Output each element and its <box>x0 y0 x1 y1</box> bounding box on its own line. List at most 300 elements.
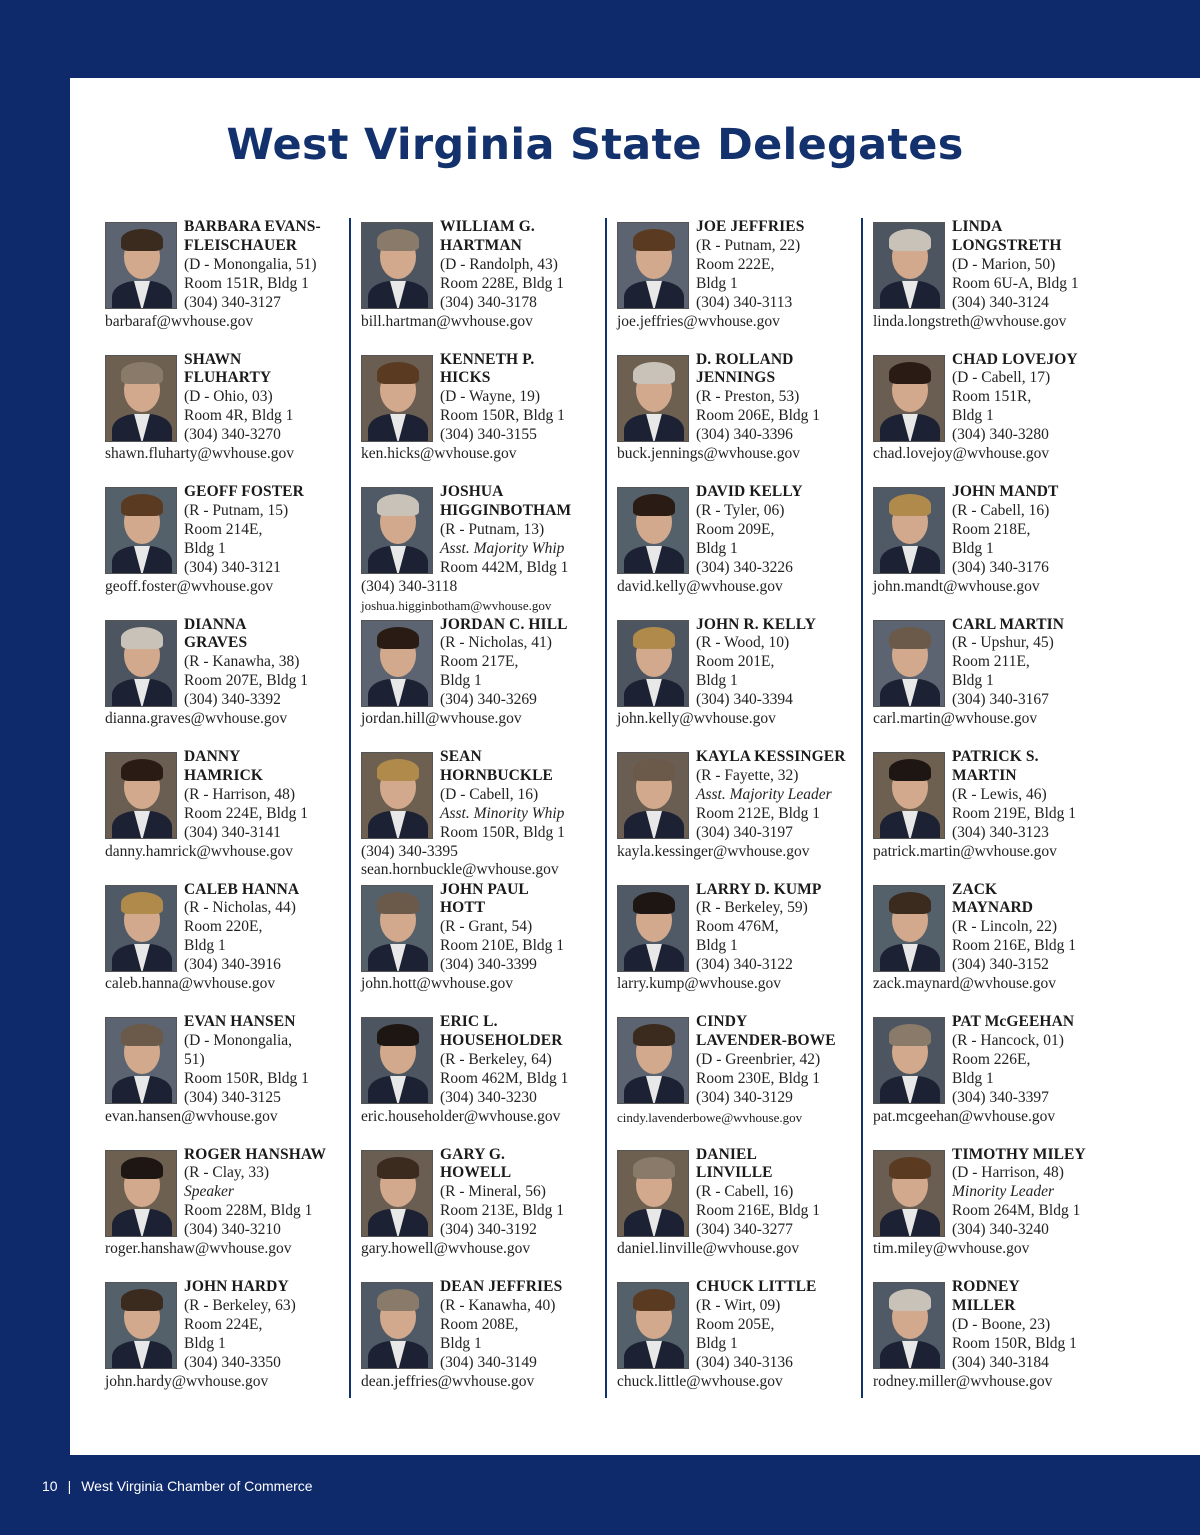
delegate-detail: (304) 340-3399 <box>440 956 537 974</box>
delegate-detail: (R - Preston, 53) <box>696 388 800 406</box>
delegate-detail: Room 206E, Bldg 1 <box>696 407 821 425</box>
delegate-info <box>952 351 1117 446</box>
delegate-name: BARBARA EVANS- <box>184 218 321 235</box>
delegate-detail: (304) 340-3226 <box>696 558 793 576</box>
delegate-detail: Room 4R, Bldg 1 <box>184 407 294 425</box>
delegate-detail: Room 216E, Bldg 1 <box>696 1202 821 1220</box>
delegate-email[interactable]: john.kelly@wvhouse.gov <box>617 710 776 727</box>
delegate-detail: Room 212E, Bldg 1 <box>696 804 821 822</box>
delegate-email[interactable]: joshua.higginbotham@wvhouse.gov <box>361 598 552 614</box>
delegate-entry <box>617 881 857 1006</box>
delegate-detail: Room 228M, Bldg 1 <box>184 1202 313 1220</box>
delegate-entry <box>617 1278 857 1403</box>
delegate-name: CARL MARTIN <box>952 615 1065 633</box>
delegate-entry <box>617 616 857 741</box>
delegate-detail: (304) 340-3127 <box>184 293 281 311</box>
delegate-photo <box>873 355 945 442</box>
delegate-info <box>696 616 861 711</box>
delegate-info <box>952 1013 1117 1108</box>
delegate-detail: Room 219E, Bldg 1 <box>952 804 1077 822</box>
delegate-email[interactable]: gary.howell@wvhouse.gov <box>361 1240 531 1257</box>
delegate-name: D. ROLLAND <box>696 350 794 368</box>
delegate-detail: (R - Cabell, 16) <box>952 501 1050 519</box>
delegate-detail: Room 150R, Bldg 1 <box>440 407 565 425</box>
delegate-email[interactable]: patrick.martin@wvhouse.gov <box>873 842 1057 860</box>
delegate-email[interactable]: john.hott@wvhouse.gov <box>361 975 514 992</box>
delegate-detail: Bldg 1 <box>952 1069 994 1087</box>
delegate-photo <box>361 620 433 707</box>
delegate-email[interactable]: david.kelly@wvhouse.gov <box>617 577 783 595</box>
delegate-detail: Room 151R, <box>952 388 1032 406</box>
delegate-name: LARRY D. KUMP <box>696 880 822 898</box>
delegate-photo <box>617 487 689 574</box>
delegate-name: HOWELL <box>440 1164 512 1182</box>
delegate-photo <box>617 885 689 972</box>
column-divider <box>861 218 863 1398</box>
delegate-name: LONGSTRETH <box>952 236 1062 254</box>
delegate-detail: (304) 340-3136 <box>696 1353 793 1371</box>
delegate-detail: (304) 340-3129 <box>696 1088 793 1106</box>
delegate-name: GARY G. <box>440 1145 506 1163</box>
delegate-detail: (304) 340-3197 <box>696 823 793 841</box>
delegate-detail: (R - Kanawha, 38) <box>184 653 300 671</box>
delegate-name: JOSHUA <box>440 483 504 500</box>
delegate-info <box>696 1278 861 1373</box>
delegate-name: JOHN MANDT <box>952 483 1059 500</box>
delegate-entry <box>105 1013 345 1138</box>
delegate-detail: Room 228E, Bldg 1 <box>440 274 565 292</box>
delegate-photo <box>105 1017 177 1104</box>
delegate-name: KENNETH P. <box>440 350 535 368</box>
delegate-detail: (304) 340-3240 <box>952 1221 1049 1239</box>
delegate-info <box>952 1278 1117 1373</box>
delegate-email[interactable]: ken.hicks@wvhouse.gov <box>361 445 517 462</box>
delegate-detail: (R - Grant, 54) <box>440 918 533 936</box>
delegate-detail: (304) 340-3270 <box>184 426 281 444</box>
delegate-info <box>440 483 605 578</box>
delegate-entry <box>361 351 601 476</box>
delegate-email[interactable]: eric.householder@wvhouse.gov <box>361 1107 561 1125</box>
delegate-name: DANNY <box>184 748 241 765</box>
delegate-photo <box>873 620 945 707</box>
delegate-detail: (D - Cabell, 17) <box>952 369 1051 387</box>
delegate-email[interactable]: pat.mcgeehan@wvhouse.gov <box>873 1107 1056 1125</box>
delegate-entry <box>617 1013 857 1138</box>
delegate-email[interactable]: daniel.linville@wvhouse.gov <box>617 1240 800 1257</box>
delegate-email[interactable]: dean.jeffries@wvhouse.gov <box>361 1372 535 1390</box>
delegate-email[interactable]: kayla.kessinger@wvhouse.gov <box>617 842 810 860</box>
delegate-detail: (R - Hancock, 01) <box>952 1031 1064 1049</box>
delegate-info <box>952 218 1117 313</box>
delegate-entry <box>617 483 857 608</box>
delegate-info <box>184 1146 349 1241</box>
delegate-detail: (304) 340-3167 <box>952 691 1049 709</box>
delegate-detail: (304) 340-3184 <box>952 1353 1049 1371</box>
delegate-detail: Room 216E, Bldg 1 <box>952 937 1077 955</box>
delegate-email[interactable]: sean.hornbuckle@wvhouse.gov <box>361 861 559 879</box>
delegate-name: HAMRICK <box>184 766 264 784</box>
delegate-entry <box>105 1146 345 1271</box>
delegate-leadership-title: Speaker <box>184 1183 234 1201</box>
delegate-detail: Bldg 1 <box>184 1334 226 1352</box>
delegate-email[interactable]: dianna.graves@wvhouse.gov <box>105 710 288 727</box>
delegate-name: ERIC L. <box>440 1013 498 1030</box>
delegate-name: LAVENDER-BOWE <box>696 1031 836 1049</box>
delegate-entry <box>361 1146 601 1271</box>
delegate-detail: (R - Lewis, 46) <box>952 785 1047 803</box>
delegate-photo <box>873 1017 945 1104</box>
delegate-detail: Bldg 1 <box>696 539 738 557</box>
delegate-entry <box>873 616 1113 741</box>
delegate-detail: (R - Berkeley, 63) <box>184 1296 296 1314</box>
delegate-email[interactable]: chad.lovejoy@wvhouse.gov <box>873 445 1050 462</box>
delegate-name: CHUCK LITTLE <box>696 1278 817 1295</box>
delegate-photo <box>361 487 433 574</box>
delegate-photo <box>105 1282 177 1369</box>
delegate-detail: Bldg 1 <box>696 937 738 955</box>
delegate-entry <box>617 748 857 873</box>
delegate-detail: Room 476M, <box>696 918 779 936</box>
delegate-name: ROGER HANSHAW <box>184 1145 327 1163</box>
delegate-detail: (304) 340-3210 <box>184 1221 281 1239</box>
delegate-entry <box>617 351 857 476</box>
delegate-detail: Room 224E, <box>184 1315 263 1333</box>
delegate-entry <box>105 351 345 476</box>
delegate-name: WILLIAM G. <box>440 218 535 235</box>
delegate-detail: Room 205E, <box>696 1315 775 1333</box>
delegate-name: HIGGINBOTHAM <box>440 501 572 519</box>
delegate-info <box>440 351 605 446</box>
delegate-name: HICKS <box>440 369 491 387</box>
delegate-name: EVAN HANSEN <box>184 1013 296 1030</box>
delegate-name: JOHN R. KELLY <box>696 615 817 633</box>
delegate-photo <box>617 1150 689 1237</box>
delegate-detail: Bldg 1 <box>952 672 994 690</box>
delegate-photo <box>873 222 945 309</box>
delegate-email[interactable]: tim.miley@wvhouse.gov <box>873 1240 1030 1257</box>
delegate-email[interactable]: joe.jeffries@wvhouse.gov <box>617 312 780 330</box>
delegate-photo <box>617 1017 689 1104</box>
delegate-detail: Room 209E, <box>696 520 775 538</box>
delegate-photo <box>361 1017 433 1104</box>
delegate-info <box>440 616 605 711</box>
delegate-name: HORNBUCKLE <box>440 766 553 784</box>
delegate-detail: Room 210E, Bldg 1 <box>440 937 565 955</box>
delegate-name: FLEISCHAUER <box>184 236 298 254</box>
delegate-detail: Room 230E, Bldg 1 <box>696 1069 821 1087</box>
delegate-detail: (304) 340-3350 <box>184 1353 281 1371</box>
delegate-name: HOTT <box>440 899 486 917</box>
delegate-name: LINDA <box>952 218 1003 235</box>
delegate-email[interactable]: bill.hartman@wvhouse.gov <box>361 312 533 330</box>
delegate-photo <box>361 1282 433 1369</box>
column-divider <box>349 218 351 1398</box>
delegate-detail: Room 442M, Bldg 1 <box>440 558 569 576</box>
delegate-detail: (304) 340-3122 <box>696 956 793 974</box>
delegate-detail: (R - Wood, 10) <box>696 634 790 652</box>
delegate-email[interactable]: cindy.lavenderbowe@wvhouse.gov <box>617 1109 803 1125</box>
delegate-detail: Bldg 1 <box>952 539 994 557</box>
delegate-detail: (304) 340-3113 <box>696 293 793 311</box>
delegate-detail: (D - Boone, 23) <box>952 1315 1051 1333</box>
delegate-detail: Room 264M, Bldg 1 <box>952 1202 1081 1220</box>
delegate-photo <box>873 1150 945 1237</box>
delegate-email[interactable]: roger.hanshaw@wvhouse.gov <box>105 1240 292 1257</box>
delegate-info <box>440 1278 605 1373</box>
delegate-detail: (304) 340-3121 <box>184 558 281 576</box>
delegate-detail: (R - Kanawha, 40) <box>440 1296 556 1314</box>
delegate-detail: (R - Harrison, 48) <box>184 785 296 803</box>
delegate-detail: Bldg 1 <box>440 672 482 690</box>
delegate-email[interactable]: buck.jennings@wvhouse.gov <box>617 445 801 462</box>
delegate-entry <box>873 1146 1113 1271</box>
delegate-detail: (D - Harrison, 48) <box>952 1164 1064 1182</box>
delegate-name: MARTIN <box>952 766 1017 784</box>
delegate-photo <box>873 1282 945 1369</box>
delegate-detail: (R - Berkeley, 64) <box>440 1050 552 1068</box>
page <box>70 78 1200 1455</box>
delegate-email[interactable]: danny.hamrick@wvhouse.gov <box>105 842 294 860</box>
delegate-detail: Room 201E, <box>696 653 775 671</box>
delegate-detail: Bldg 1 <box>696 1334 738 1352</box>
delegate-entry <box>361 616 601 741</box>
delegate-email[interactable]: chuck.little@wvhouse.gov <box>617 1372 783 1390</box>
delegate-photo <box>361 355 433 442</box>
delegate-detail: (304) 340-3394 <box>696 691 793 709</box>
delegate-detail: (304) 340-3277 <box>696 1221 793 1239</box>
delegate-email[interactable]: linda.longstreth@wvhouse.gov <box>873 312 1067 330</box>
delegate-detail: (R - Putnam, 15) <box>184 501 289 519</box>
delegate-entry <box>617 1146 857 1271</box>
delegate-info <box>696 218 861 313</box>
delegate-detail: (D - Monongalia, <box>184 1031 293 1049</box>
delegate-column <box>617 218 857 1398</box>
delegate-detail: (R - Putnam, 22) <box>696 236 801 254</box>
delegate-leadership-title: Asst. Majority Whip <box>440 539 565 557</box>
delegate-detail: Room 151R, Bldg 1 <box>184 274 309 292</box>
delegate-detail: Room 224E, Bldg 1 <box>184 804 309 822</box>
delegate-phone: (304) 340-3118 <box>361 577 458 595</box>
delegate-detail: (R - Nicholas, 41) <box>440 634 552 652</box>
delegate-photo <box>873 487 945 574</box>
delegate-detail: (304) 340-3125 <box>184 1088 281 1106</box>
delegate-entry <box>361 218 601 343</box>
delegate-detail: Room 217E, <box>440 653 519 671</box>
delegate-detail: Bldg 1 <box>184 937 226 955</box>
delegate-entry <box>361 1013 601 1138</box>
delegate-detail: Room 218E, <box>952 520 1031 538</box>
delegate-detail: (R - Upshur, 45) <box>952 634 1054 652</box>
delegate-name: PATRICK S. <box>952 748 1039 765</box>
delegate-info <box>440 748 605 843</box>
delegate-detail: Room 226E, <box>952 1050 1031 1068</box>
delegate-leadership-title: Asst. Majority Leader <box>696 785 832 803</box>
delegate-detail: Room 214E, <box>184 520 263 538</box>
delegate-entry <box>361 748 601 879</box>
delegate-detail: (R - Nicholas, 44) <box>184 899 296 917</box>
delegate-info <box>440 218 605 313</box>
delegate-leadership-title: Minority Leader <box>952 1183 1055 1201</box>
delegate-detail: (304) 340-3269 <box>440 691 537 709</box>
delegate-info <box>696 881 861 976</box>
delegate-detail: Bldg 1 <box>952 407 994 425</box>
delegate-email[interactable]: john.mandt@wvhouse.gov <box>873 577 1040 595</box>
delegate-column <box>361 218 601 1398</box>
delegate-info <box>184 748 349 843</box>
delegate-photo <box>361 752 433 839</box>
delegate-name: CALEB HANNA <box>184 880 300 898</box>
delegate-name: SEAN <box>440 748 482 765</box>
delegate-email[interactable]: carl.martin@wvhouse.gov <box>873 710 1038 727</box>
delegate-entry <box>105 616 345 741</box>
delegate-detail: Room 6U-A, Bldg 1 <box>952 274 1079 292</box>
delegate-info <box>952 616 1117 711</box>
delegate-photo <box>105 487 177 574</box>
delegate-info <box>696 483 861 578</box>
delegate-email[interactable]: shawn.fluharty@wvhouse.gov <box>105 445 295 462</box>
delegate-name: GEOFF FOSTER <box>184 483 304 500</box>
delegate-detail: (R - Fayette, 32) <box>696 766 799 784</box>
delegate-name: KAYLA KESSINGER <box>696 748 846 765</box>
page-number: 10 <box>42 1478 58 1494</box>
delegate-name: ZACK <box>952 880 998 898</box>
delegate-photo <box>105 885 177 972</box>
footer-separator: | <box>67 1478 72 1494</box>
delegate-detail: Room 222E, <box>696 255 775 273</box>
delegate-email[interactable]: evan.hansen@wvhouse.gov <box>105 1107 278 1125</box>
delegate-detail: (D - Ohio, 03) <box>184 388 273 406</box>
delegate-detail: Bldg 1 <box>184 539 226 557</box>
delegate-photo <box>105 620 177 707</box>
delegate-entry <box>361 1278 601 1403</box>
delegate-name: MILLER <box>952 1296 1016 1314</box>
delegate-email[interactable]: barbaraf@wvhouse.gov <box>105 312 254 330</box>
delegate-detail: (R - Berkeley, 59) <box>696 899 808 917</box>
delegate-detail: (304) 340-3396 <box>696 426 793 444</box>
delegate-info <box>696 351 861 446</box>
delegate-name: DAVID KELLY <box>696 483 803 500</box>
delegate-info <box>184 483 349 578</box>
delegate-detail: (R - Clay, 33) <box>184 1164 270 1182</box>
page-title: West Virginia State Delegates <box>226 120 964 170</box>
publication-name: West Virginia Chamber of Commerce <box>81 1478 313 1494</box>
footer <box>42 1478 313 1494</box>
delegate-email[interactable]: john.hardy@wvhouse.gov <box>105 1372 269 1390</box>
delegate-detail: (D - Wayne, 19) <box>440 388 541 406</box>
delegate-name: PAT McGEEHAN <box>952 1013 1075 1030</box>
delegate-detail: (304) 340-3141 <box>184 823 281 841</box>
delegate-name: FLUHARTY <box>184 369 272 387</box>
delegate-photo <box>105 355 177 442</box>
delegate-detail: (R - Wirt, 09) <box>696 1296 781 1314</box>
delegate-detail: (D - Marion, 50) <box>952 255 1056 273</box>
delegate-entry <box>361 881 601 1006</box>
delegate-photo <box>617 752 689 839</box>
delegate-detail: Bldg 1 <box>696 672 738 690</box>
delegate-entry <box>873 218 1113 343</box>
delegate-detail: (D - Monongalia, 51) <box>184 255 317 273</box>
delegate-name: SHAWN <box>184 350 242 368</box>
delegate-name: DIANNA <box>184 615 247 633</box>
delegate-detail: Room 207E, Bldg 1 <box>184 672 309 690</box>
delegate-column <box>105 218 345 1398</box>
delegate-photo <box>617 620 689 707</box>
delegate-info <box>440 1013 605 1108</box>
delegate-photo <box>361 222 433 309</box>
delegate-name: JOHN PAUL <box>440 880 529 898</box>
delegate-email[interactable]: zack.maynard@wvhouse.gov <box>873 975 1056 992</box>
delegate-name: HOUSEHOLDER <box>440 1031 563 1049</box>
delegate-email[interactable]: caleb.hanna@wvhouse.gov <box>105 975 276 992</box>
top-band <box>0 0 1200 78</box>
delegate-email[interactable]: rodney.miller@wvhouse.gov <box>873 1372 1053 1390</box>
delegate-detail: (R - Lincoln, 22) <box>952 918 1058 936</box>
delegate-email[interactable]: geoff.foster@wvhouse.gov <box>105 577 274 595</box>
delegate-photo <box>617 355 689 442</box>
delegate-info <box>696 1146 861 1241</box>
delegate-name: TIMOTHY MILEY <box>952 1145 1086 1163</box>
delegate-info <box>184 1013 349 1108</box>
delegate-detail: (D - Randolph, 43) <box>440 255 558 273</box>
delegate-entry <box>361 483 601 614</box>
delegate-detail: Room 150R, Bldg 1 <box>952 1334 1077 1352</box>
delegate-info <box>952 483 1117 578</box>
delegate-detail: (304) 340-3178 <box>440 293 537 311</box>
delegate-detail: (R - Tyler, 06) <box>696 501 785 519</box>
delegate-email[interactable]: jordan.hill@wvhouse.gov <box>361 710 522 727</box>
delegate-name: JORDAN C. HILL <box>440 615 568 633</box>
delegate-name: JOHN HARDY <box>184 1278 289 1295</box>
delegate-name: CHAD LOVEJOY <box>952 350 1078 368</box>
delegate-detail: (304) 340-3124 <box>952 293 1049 311</box>
delegate-photo <box>873 885 945 972</box>
delegate-detail: (304) 340-3280 <box>952 426 1049 444</box>
delegate-info <box>696 1013 861 1108</box>
delegate-detail: Room 208E, <box>440 1315 519 1333</box>
delegate-info <box>184 616 349 711</box>
delegate-detail: Bldg 1 <box>440 1334 482 1352</box>
delegate-name: RODNEY <box>952 1278 1020 1295</box>
delegate-info <box>184 881 349 976</box>
delegate-detail: Room 213E, Bldg 1 <box>440 1202 565 1220</box>
delegate-photo <box>105 1150 177 1237</box>
delegate-detail: (304) 340-3152 <box>952 956 1049 974</box>
delegate-name: JENNINGS <box>696 369 776 387</box>
delegate-photo <box>361 885 433 972</box>
delegate-info <box>952 1146 1117 1241</box>
delegate-photo <box>105 222 177 309</box>
delegate-entry <box>105 881 345 1006</box>
delegate-detail: (R - Cabell, 16) <box>696 1183 794 1201</box>
delegate-entry <box>105 218 345 343</box>
delegate-name: HARTMAN <box>440 236 522 254</box>
delegate-info <box>440 881 605 976</box>
delegate-email[interactable]: larry.kump@wvhouse.gov <box>617 975 781 992</box>
delegate-leadership-title: Asst. Minority Whip <box>440 804 565 822</box>
delegate-photo <box>361 1150 433 1237</box>
delegate-name: GRAVES <box>184 634 248 652</box>
delegate-entry <box>873 881 1113 1006</box>
delegate-detail: (304) 340-3123 <box>952 823 1049 841</box>
delegate-detail: (304) 340-3916 <box>184 956 281 974</box>
delegate-detail: (D - Greenbrier, 42) <box>696 1050 821 1068</box>
delegate-detail: (304) 340-3192 <box>440 1221 537 1239</box>
delegate-detail: (304) 340-3397 <box>952 1088 1049 1106</box>
delegate-detail: Room 150R, Bldg 1 <box>440 823 565 841</box>
delegate-photo <box>617 1282 689 1369</box>
delegate-detail: (R - Putnam, 13) <box>440 520 545 538</box>
delegate-info <box>952 881 1117 976</box>
